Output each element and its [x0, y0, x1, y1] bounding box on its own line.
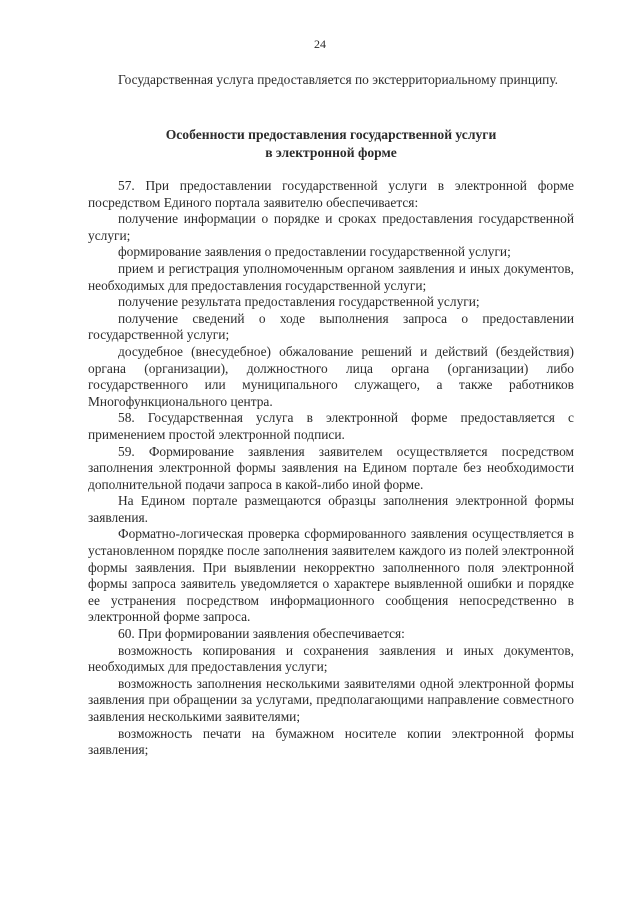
list-item: получение сведений о ходе выполнения запроса о предоставлении государственной услуги; [88, 310, 574, 343]
paragraph: На Едином портале размещаются образцы заполнения электронной формы заявления. [88, 493, 574, 525]
list-item: досудебное (внесудебное) обжалование решений и действий (бездействия) органа (организации), должностного лица органа (организации) либо государственного или муниципального служащего, а также работников Многофункционального центра. [88, 343, 574, 409]
paragraph-58: 58. Государственная услуга в электронной форме предоставляется с применением простой электронной подписи. [88, 410, 574, 442]
list-item: возможность заполнения несколькими заявителями одной электронной формы заявления при обращении за услугами, предполагающими направление совместного заявления несколькими заявителями; [88, 675, 574, 724]
paragraph-59: 59. Формирование заявления заявителем осуществляется посредством заполнения электронной формы заявления на Едином портале без необходимости дополнительной подачи запроса в какой-либо иной форме. [88, 443, 574, 492]
paragraph: Форматно-логическая проверка сформированного заявления осуществляется в установленном порядке после заполнения заявителем каждого из полей электронной формы заявления. При выявлении некорректно заполненного поля электронной формы запроса заявитель уведомляется о характере выявленной ошибки и порядке ее устранения посредством информационного сообщения непосредственно в электронной форме запроса. [88, 526, 574, 625]
body-text [88, 178, 574, 759]
list-item: возможность копирования и сохранения заявления и иных документов, необходимых для предоставления услуги; [88, 642, 574, 675]
section-heading [88, 126, 574, 162]
paragraph-60: 60. При формировании заявления обеспечивается: [118, 626, 405, 642]
intro-block [88, 72, 574, 89]
list-item: возможность печати на бумажном носителе копии электронной формы заявления; [88, 725, 574, 758]
list-item: получение информации о порядке и сроках предоставления государственной услуги; [88, 211, 574, 243]
list-item: получение результата предоставления государственной услуги; [118, 294, 480, 310]
paragraph-57: 57. При предоставлении государственной услуги в электронной форме посредством Единого портала заявителю обеспечивается: [88, 178, 574, 210]
heading-line-2: в электронной форме [265, 145, 397, 160]
list-item: прием и регистрация уполномоченным органом заявления и иных документов, необходимых для предоставления государственной услуги; [88, 260, 574, 293]
list-item: формирование заявления о предоставлении государственной услуги; [118, 244, 511, 260]
intro-paragraph: Государственная услуга предоставляется по экстерриториальному принципу. [118, 72, 559, 87]
heading-line-1: Особенности предоставления государственной услуги [165, 127, 497, 142]
page-number: 24 [314, 37, 326, 51]
